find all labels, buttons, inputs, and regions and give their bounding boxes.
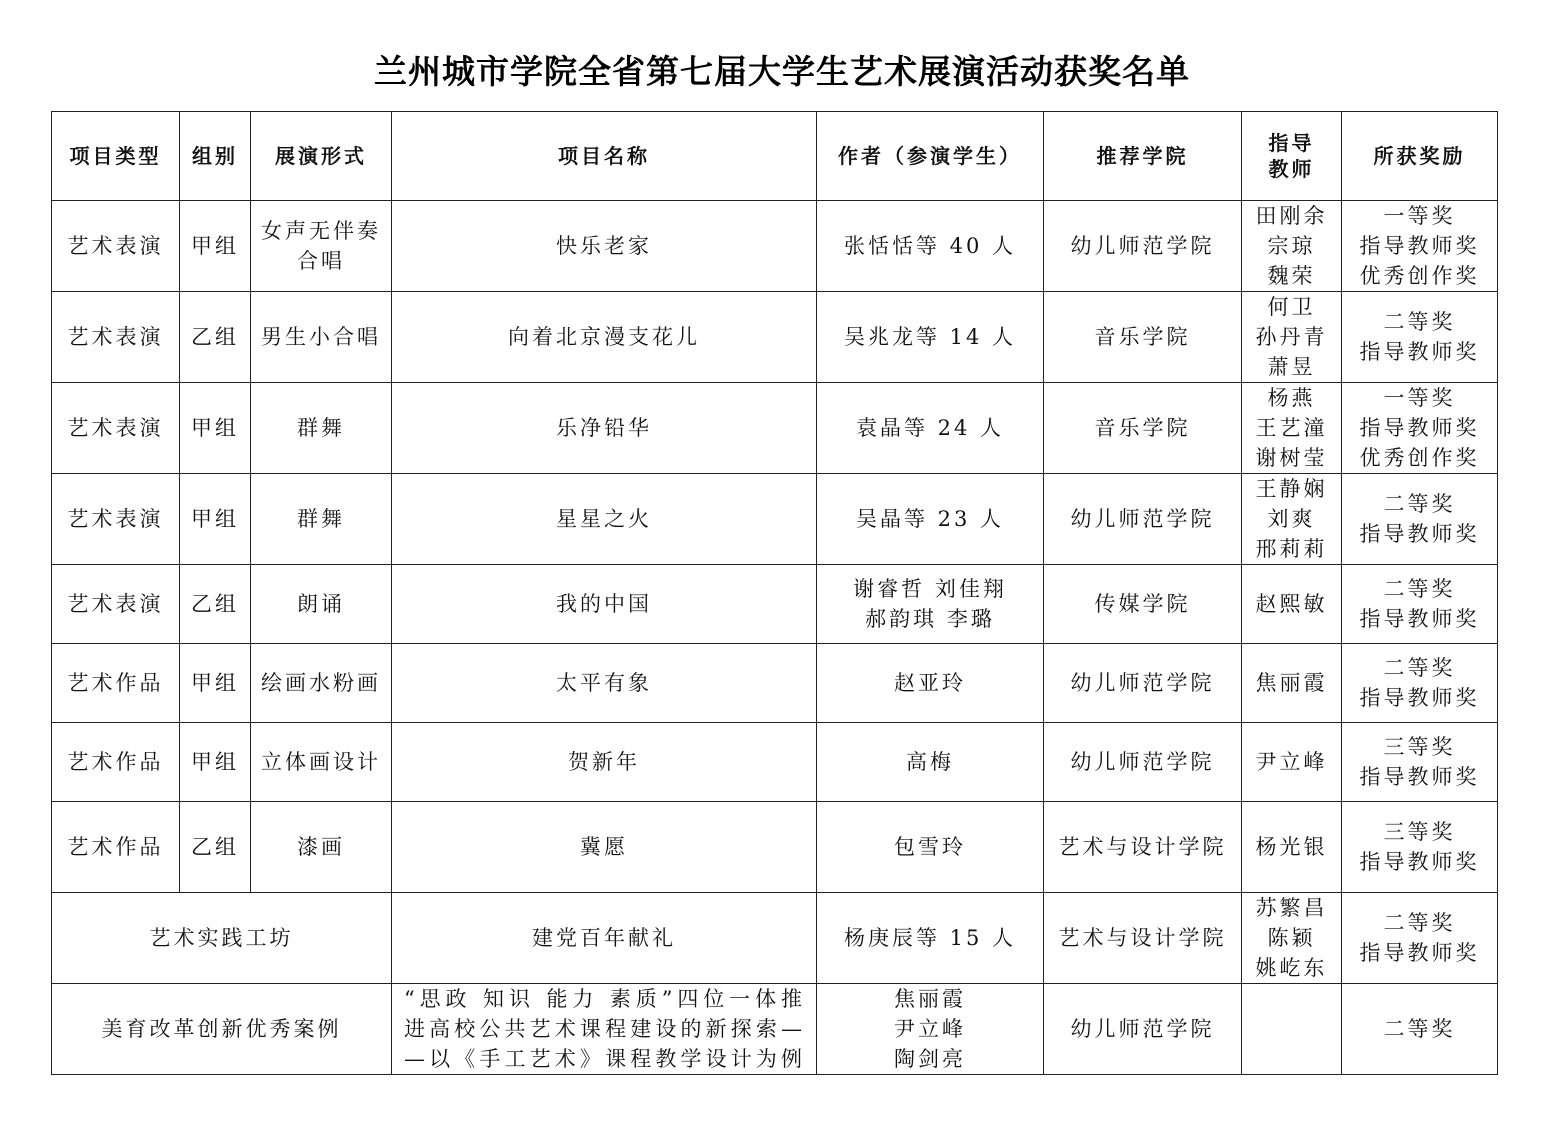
- cell-project-name-line: 进高校公共艺术课程建设的新探索—: [404, 1017, 804, 1041]
- cell-authors-line: 尹立峰: [894, 1017, 966, 1041]
- cell-authors-line: 陶剑亮: [894, 1047, 966, 1071]
- cell-teachers-line: 魏荣: [1267, 264, 1316, 288]
- cell-teachers-line: 何卫: [1267, 295, 1316, 319]
- cell-category: 艺术实践工坊: [52, 893, 392, 984]
- cell-authors-line: 袁晶等 24 人: [855, 416, 1005, 440]
- cell-teachers-line: 邢莉莉: [1255, 537, 1328, 561]
- cell-group: 甲组: [180, 383, 251, 474]
- cell-authors: [817, 292, 1044, 383]
- cell-project-type: 艺术作品: [52, 644, 180, 723]
- cell-form: [251, 383, 392, 474]
- cell-awards-line: 指导教师奖: [1359, 522, 1480, 546]
- cell-awards-line: 二等奖: [1383, 656, 1456, 680]
- table-row: [52, 474, 1498, 565]
- cell-awards: [1342, 292, 1498, 383]
- cell-group: 甲组: [180, 644, 251, 723]
- cell-form-line: 绘画水粉画: [261, 671, 381, 695]
- cell-project-type: 艺术作品: [52, 802, 180, 893]
- cell-form-line: 群舞: [297, 507, 345, 531]
- header-group: 组别: [180, 112, 251, 201]
- cell-project-name: 贺新年: [392, 723, 817, 802]
- cell-project-name: 向着北京漫支花儿: [392, 292, 817, 383]
- cell-teachers-line: 陈颖: [1267, 926, 1316, 950]
- cell-awards-line: 三等奖: [1383, 735, 1456, 759]
- header-teachers-line: 指导: [1268, 131, 1315, 155]
- table-row: [52, 984, 1498, 1075]
- cell-authors-line: 谢睿哲 刘佳翔: [853, 577, 1007, 601]
- cell-college: 艺术与设计学院: [1044, 802, 1242, 893]
- cell-teachers: [1242, 802, 1342, 893]
- cell-teachers: [1242, 565, 1342, 644]
- table-row: [52, 565, 1498, 644]
- cell-project-type: 艺术表演: [52, 474, 180, 565]
- cell-teachers-line: 苏繁昌: [1255, 896, 1328, 920]
- cell-group: 乙组: [180, 292, 251, 383]
- cell-teachers-line: 王艺潼: [1255, 416, 1328, 440]
- cell-authors: [817, 644, 1044, 723]
- cell-form: [251, 802, 392, 893]
- cell-authors-line: 包雪玲: [894, 835, 966, 859]
- cell-awards-line: 指导教师奖: [1359, 340, 1480, 364]
- header-project-name: 项目名称: [392, 112, 817, 201]
- cell-college: 幼儿师范学院: [1044, 984, 1242, 1075]
- cell-awards-line: 指导教师奖: [1359, 765, 1480, 789]
- cell-group: 乙组: [180, 802, 251, 893]
- cell-teachers-line: 孙丹青: [1255, 325, 1328, 349]
- cell-form-line: 女声无伴奏: [261, 219, 381, 243]
- cell-awards: [1342, 723, 1498, 802]
- cell-authors: [817, 802, 1044, 893]
- cell-awards-line: 指导教师奖: [1359, 234, 1480, 258]
- cell-group: 甲组: [180, 723, 251, 802]
- cell-teachers: [1242, 644, 1342, 723]
- cell-authors-line: 杨庚辰等 15 人: [843, 926, 1017, 950]
- cell-awards-line: 二等奖: [1383, 911, 1456, 935]
- cell-teachers-line: 王静娴: [1255, 477, 1328, 501]
- cell-awards-line: 三等奖: [1383, 820, 1456, 844]
- cell-awards-line: 二等奖: [1383, 577, 1456, 601]
- header-authors: 作者（参演学生）: [817, 112, 1044, 201]
- cell-teachers-line: 赵熙敏: [1255, 592, 1328, 616]
- cell-awards-line: 指导教师奖: [1359, 416, 1480, 440]
- header-teachers-line: 教师: [1268, 157, 1315, 181]
- cell-college: 幼儿师范学院: [1044, 644, 1242, 723]
- header-project-type: 项目类型: [52, 112, 180, 201]
- cell-college: 音乐学院: [1044, 292, 1242, 383]
- cell-project-name: [392, 984, 817, 1075]
- cell-project-type: 艺术表演: [52, 383, 180, 474]
- cell-group: 甲组: [180, 201, 251, 292]
- cell-college: 幼儿师范学院: [1044, 723, 1242, 802]
- cell-form: [251, 723, 392, 802]
- cell-project-name: 太平有象: [392, 644, 817, 723]
- cell-teachers-line: 田刚余: [1255, 204, 1328, 228]
- awards-table: [51, 111, 1498, 1075]
- header-form: 展演形式: [251, 112, 392, 201]
- cell-awards-line: 二等奖: [1383, 310, 1456, 334]
- cell-form: [251, 644, 392, 723]
- cell-teachers: [1242, 893, 1342, 984]
- cell-college: 幼儿师范学院: [1044, 201, 1242, 292]
- cell-teachers-line: 杨光银: [1255, 835, 1328, 859]
- cell-project-name: 我的中国: [392, 565, 817, 644]
- table-row: [52, 383, 1498, 474]
- cell-form-line: 合唱: [297, 249, 345, 273]
- cell-authors: [817, 723, 1044, 802]
- cell-teachers-line: 尹立峰: [1255, 750, 1328, 774]
- cell-awards: [1342, 644, 1498, 723]
- cell-awards-line: 指导教师奖: [1359, 941, 1480, 965]
- cell-form: [251, 292, 392, 383]
- header-teachers: [1242, 112, 1342, 201]
- cell-awards-line: 一等奖: [1383, 204, 1456, 228]
- cell-project-name: 星星之火: [392, 474, 817, 565]
- table-row: [52, 201, 1498, 292]
- cell-authors-line: 张恬恬等 40 人: [843, 234, 1017, 258]
- cell-project-name: [392, 893, 817, 984]
- table-row: [52, 723, 1498, 802]
- cell-awards-line: 指导教师奖: [1359, 850, 1480, 874]
- cell-project-name-line: “思政 知识 能力 素质”四位一体推: [404, 987, 804, 1011]
- cell-teachers-line: 焦丽霞: [1255, 671, 1328, 695]
- cell-awards: [1342, 474, 1498, 565]
- cell-awards: [1342, 383, 1498, 474]
- cell-authors: [817, 565, 1044, 644]
- cell-form: [251, 474, 392, 565]
- header-college: 推荐学院: [1044, 112, 1242, 201]
- cell-project-name-line: —以《手工艺术》课程教学设计为例: [404, 1047, 804, 1071]
- cell-teachers-line: 杨燕: [1267, 386, 1316, 410]
- table-header-row: [52, 112, 1498, 201]
- cell-authors-line: 焦丽霞: [894, 987, 966, 1011]
- cell-teachers: [1242, 474, 1342, 565]
- cell-awards: [1342, 893, 1498, 984]
- cell-teachers: [1242, 984, 1342, 1075]
- cell-teachers-line: 宗琼: [1267, 234, 1316, 258]
- cell-teachers: [1242, 723, 1342, 802]
- cell-awards-line: 优秀创作奖: [1359, 264, 1480, 288]
- cell-awards: [1342, 984, 1498, 1075]
- cell-authors: [817, 893, 1044, 984]
- cell-project-name: 快乐老家: [392, 201, 817, 292]
- cell-teachers: [1242, 292, 1342, 383]
- cell-project-type: 艺术作品: [52, 723, 180, 802]
- cell-form-line: 立体画设计: [261, 750, 381, 774]
- cell-project-type: 艺术表演: [52, 292, 180, 383]
- cell-form-line: 漆画: [297, 835, 345, 859]
- cell-project-name: 乐净铅华: [392, 383, 817, 474]
- cell-authors-line: 吴晶等 23 人: [855, 507, 1005, 531]
- cell-college: 幼儿师范学院: [1044, 474, 1242, 565]
- cell-awards: [1342, 565, 1498, 644]
- cell-awards-line: 指导教师奖: [1359, 686, 1480, 710]
- page-title: 兰州城市学院全省第七届大学生艺术展演活动获奖名单: [374, 52, 1190, 91]
- cell-teachers: [1242, 383, 1342, 474]
- cell-authors: [817, 474, 1044, 565]
- cell-awards: [1342, 802, 1498, 893]
- cell-awards-line: 一等奖: [1383, 386, 1456, 410]
- cell-college: 传媒学院: [1044, 565, 1242, 644]
- cell-awards-line: 二等奖: [1383, 492, 1456, 516]
- cell-college: 音乐学院: [1044, 383, 1242, 474]
- cell-form: [251, 201, 392, 292]
- cell-project-name-line: 建党百年献礼: [532, 926, 676, 950]
- cell-authors: [817, 984, 1044, 1075]
- cell-form-line: 男生小合唱: [261, 325, 381, 349]
- cell-project-type: 艺术表演: [52, 565, 180, 644]
- cell-project-name: 冀愿: [392, 802, 817, 893]
- cell-authors: [817, 383, 1044, 474]
- cell-form-line: 群舞: [297, 416, 345, 440]
- cell-awards-line: 优秀创作奖: [1359, 446, 1480, 470]
- cell-authors-line: 郝韵琪 李璐: [865, 607, 995, 631]
- cell-authors-line: 赵亚玲: [894, 671, 966, 695]
- cell-awards: [1342, 201, 1498, 292]
- cell-form: [251, 565, 392, 644]
- table-row: [52, 292, 1498, 383]
- cell-teachers: [1242, 201, 1342, 292]
- cell-awards-line: 二等奖: [1383, 1017, 1456, 1041]
- cell-college: 艺术与设计学院: [1044, 893, 1242, 984]
- cell-authors: [817, 201, 1044, 292]
- cell-authors-line: 高梅: [906, 750, 954, 774]
- cell-form-line: 朗诵: [297, 592, 345, 616]
- cell-teachers-line: 萧昱: [1267, 355, 1316, 379]
- header-awards: 所获奖励: [1342, 112, 1498, 201]
- cell-teachers-line: 姚屹东: [1255, 956, 1328, 980]
- table-row: [52, 893, 1498, 984]
- cell-teachers-line: 刘爽: [1267, 507, 1316, 531]
- cell-group: 甲组: [180, 474, 251, 565]
- cell-category: 美育改革创新优秀案例: [52, 984, 392, 1075]
- cell-group: 乙组: [180, 565, 251, 644]
- cell-project-type: 艺术表演: [52, 201, 180, 292]
- table-row: [52, 802, 1498, 893]
- cell-awards-line: 指导教师奖: [1359, 607, 1480, 631]
- cell-authors-line: 吴兆龙等 14 人: [843, 325, 1017, 349]
- cell-teachers-line: 谢树莹: [1255, 446, 1328, 470]
- table-row: [52, 644, 1498, 723]
